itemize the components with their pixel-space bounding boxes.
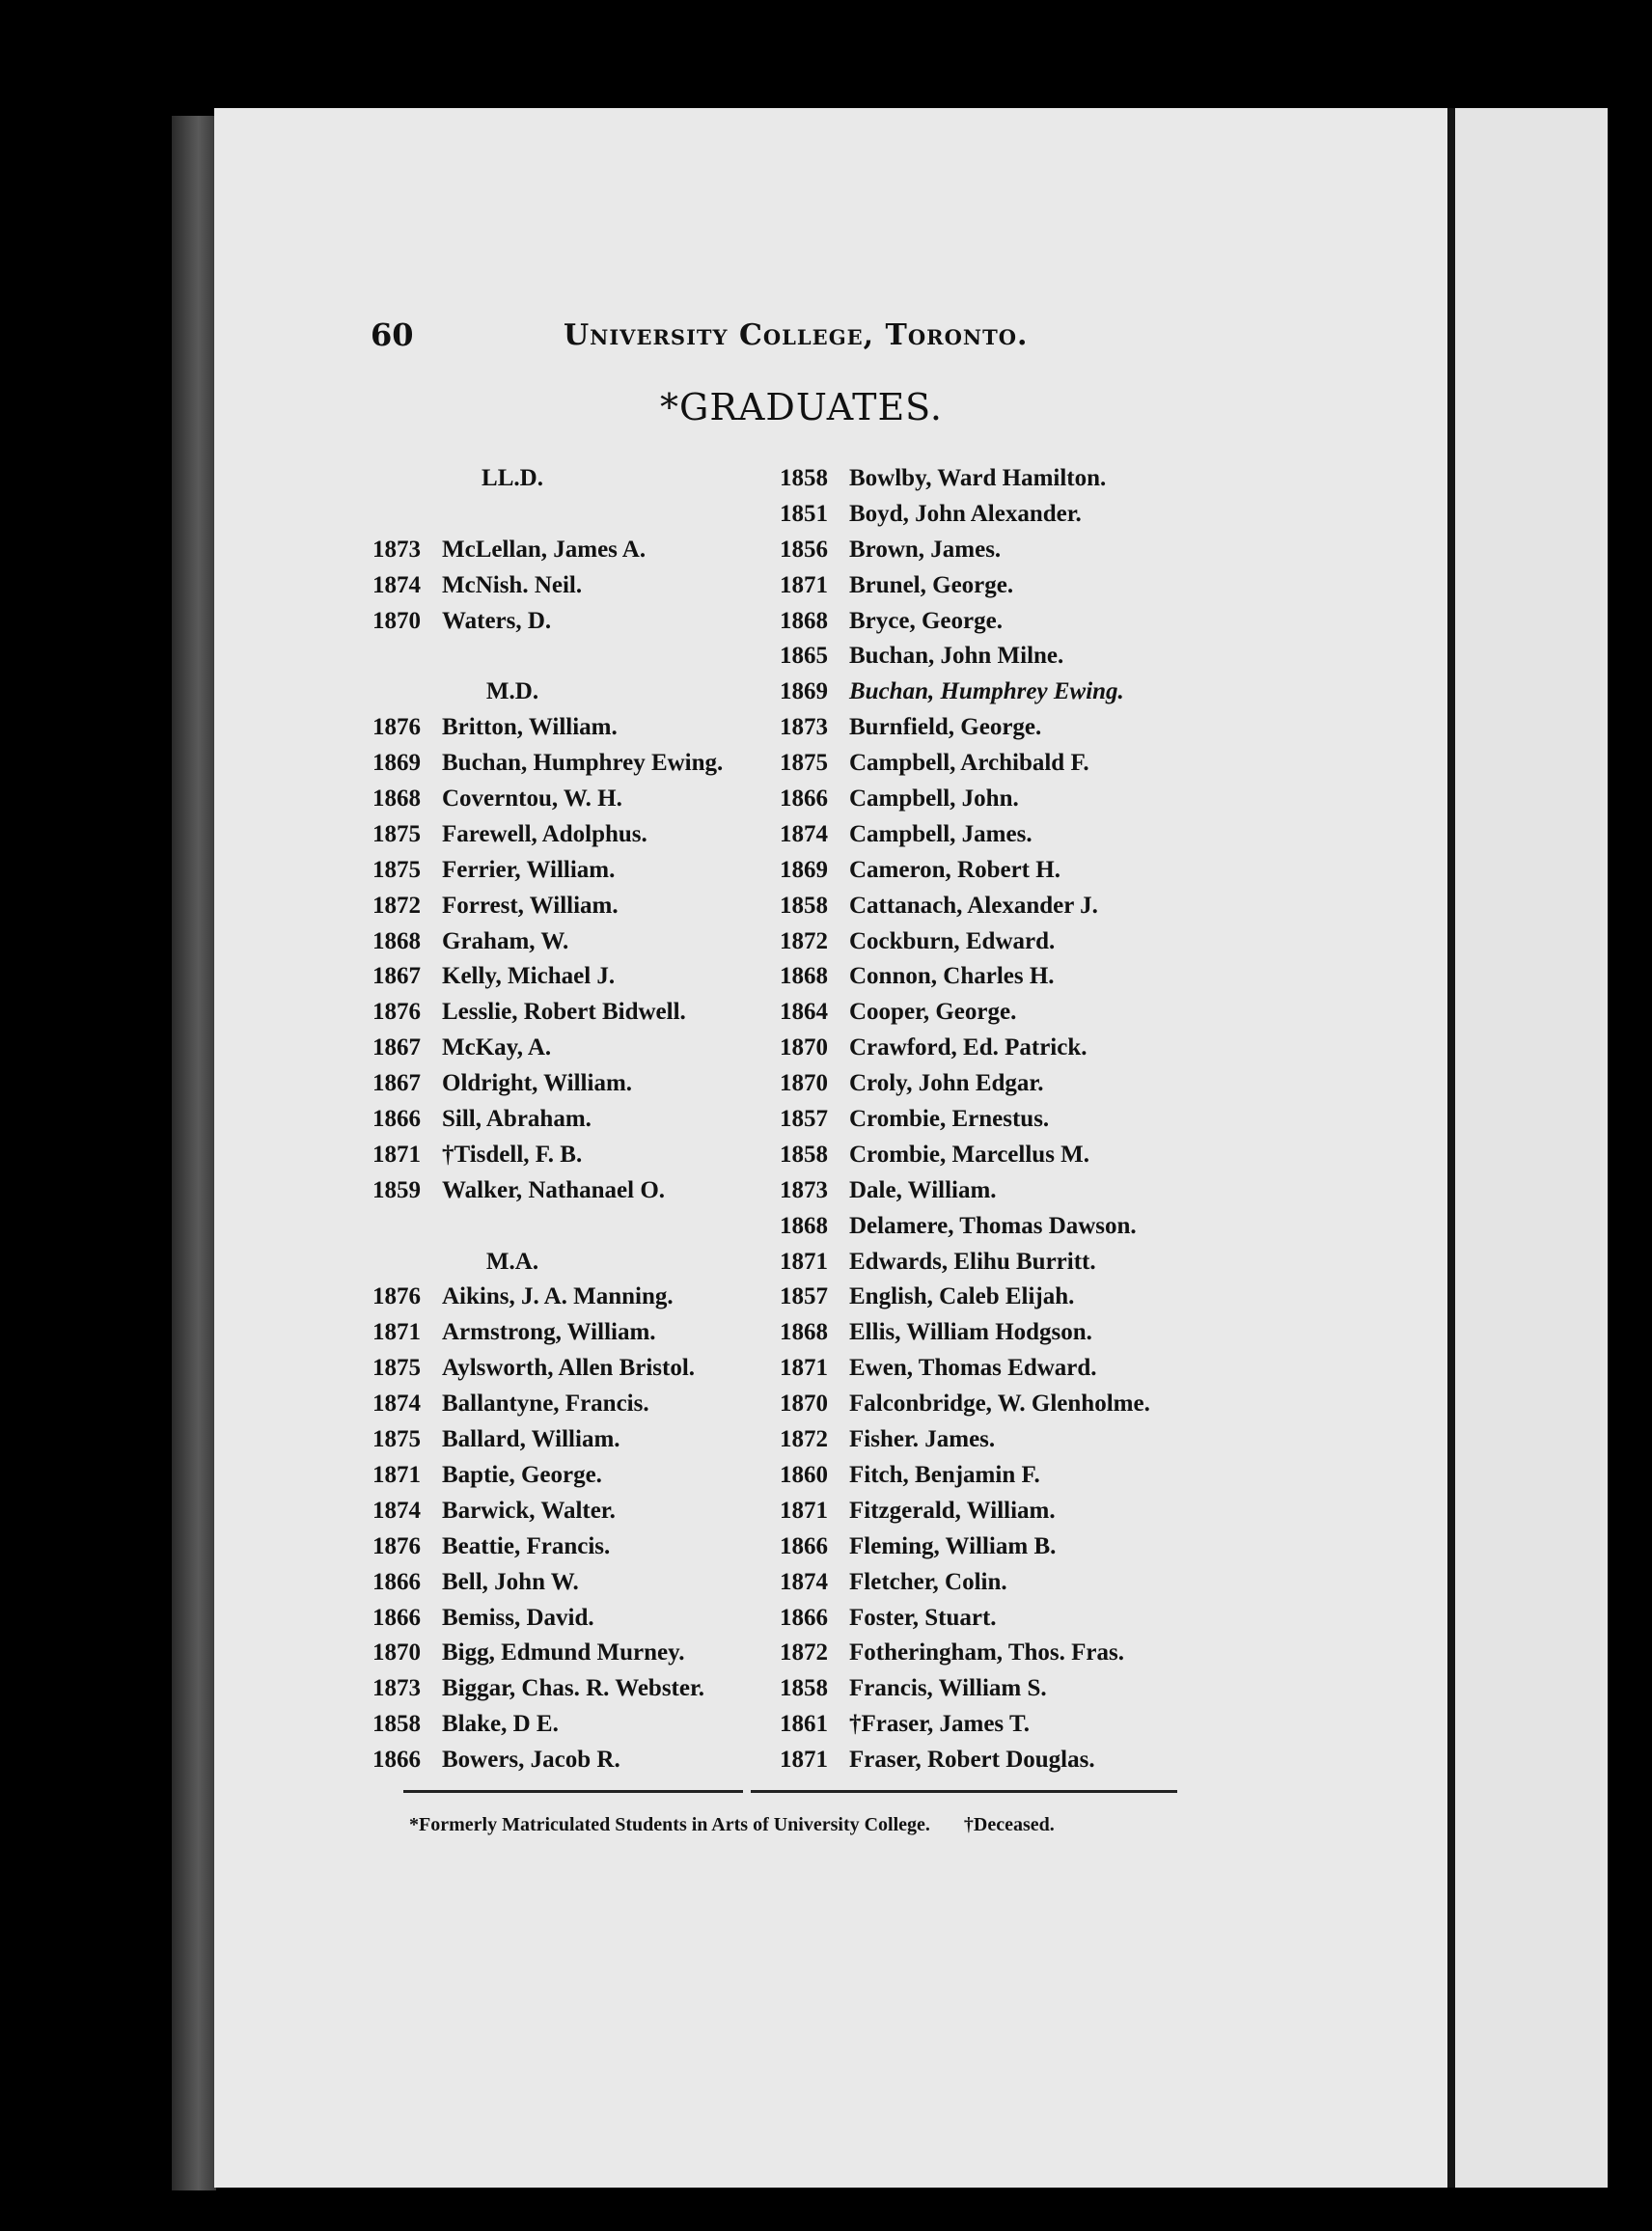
graduate-entry	[372, 1102, 778, 1138]
graduate-entry	[372, 1280, 778, 1315]
graduate-year: 1872	[780, 1426, 828, 1453]
graduate-entry	[780, 1280, 1233, 1315]
graduate-entry	[372, 1494, 778, 1529]
graduate-year: 1870	[780, 1391, 828, 1418]
graduate-name: Croly, John Edgar.	[849, 1070, 1044, 1097]
graduate-name: Ballantyne, Francis.	[442, 1391, 649, 1418]
graduate-year: 1876	[372, 714, 421, 741]
graduate-name: Fraser, Robert Douglas.	[849, 1747, 1095, 1774]
graduate-name: †Tisdell, F. B.	[442, 1141, 583, 1168]
section-heading: M.A.	[485, 1248, 539, 1275]
graduate-year: 1864	[780, 999, 828, 1026]
graduate-name: Fitch, Benjamin F.	[849, 1461, 1040, 1488]
graduate-entry	[780, 1031, 1233, 1066]
graduate-year: 1867	[372, 963, 421, 990]
graduate-year: 1875	[780, 750, 828, 777]
graduate-name: Falconbridge, W. Glenholme.	[849, 1391, 1150, 1418]
graduate-name: Crawford, Ed. Patrick.	[849, 1034, 1088, 1061]
graduate-year: 1868	[780, 607, 828, 634]
graduate-name: Beattie, Francis.	[442, 1532, 611, 1559]
graduate-year: 1874	[780, 820, 828, 847]
graduate-name: Blake, D E.	[442, 1711, 559, 1738]
graduate-name: Armstrong, William.	[442, 1319, 656, 1346]
graduate-year: 1876	[372, 1283, 421, 1310]
graduate-year: 1871	[780, 1747, 828, 1774]
graduate-name: Graham, W.	[442, 927, 569, 954]
graduate-entry	[780, 995, 1233, 1031]
graduate-entry	[372, 1458, 778, 1494]
graduate-entry	[780, 959, 1233, 995]
graduate-entry	[372, 533, 778, 568]
graduate-name: Kelly, Michael J.	[442, 963, 616, 990]
graduate-name: Francis, William S.	[849, 1675, 1047, 1702]
graduate-entry	[372, 924, 778, 960]
graduate-name: Buchan, Humphrey Ewing.	[442, 750, 724, 777]
graduate-year: 1856	[780, 536, 828, 563]
graduate-entry	[372, 995, 778, 1031]
graduate-name: Sill, Abraham.	[442, 1106, 592, 1133]
graduate-entry	[372, 710, 778, 746]
section-title: *GRADUATES.	[660, 386, 943, 428]
graduate-entry	[780, 853, 1233, 889]
graduate-name: Bowers, Jacob R.	[442, 1747, 620, 1774]
graduate-name: Barwick, Walter.	[442, 1497, 616, 1524]
graduate-entry	[372, 1422, 778, 1458]
graduate-name: Cooper, George.	[849, 999, 1017, 1026]
graduate-entry	[780, 1636, 1233, 1671]
graduate-entry	[780, 1422, 1233, 1458]
graduate-year: 1869	[780, 856, 828, 883]
running-head: University College, Toronto.	[564, 318, 1029, 352]
graduate-year: 1861	[780, 1711, 828, 1738]
graduate-name: Bell, John W.	[442, 1568, 579, 1595]
graduate-year: 1870	[780, 1034, 828, 1061]
left-column-list	[372, 461, 778, 1778]
graduate-name: Ballard, William.	[442, 1426, 620, 1453]
graduate-entry	[780, 817, 1233, 853]
graduate-year: 1873	[372, 536, 421, 563]
right-column-list	[780, 461, 1233, 1778]
graduate-entry	[372, 1138, 778, 1173]
graduate-year: 1857	[780, 1283, 828, 1310]
graduate-year: 1871	[780, 571, 828, 598]
graduate-name: Dale, William.	[849, 1176, 997, 1203]
graduate-entry	[780, 533, 1233, 568]
graduate-year: 1870	[372, 607, 421, 634]
graduate-year: 1869	[780, 678, 828, 705]
graduate-year: 1866	[780, 785, 828, 813]
graduate-name: Crombie, Ernestus.	[849, 1106, 1050, 1133]
graduate-entry	[780, 1565, 1233, 1601]
graduate-entry	[372, 889, 778, 924]
footnote-rule-right	[751, 1790, 1177, 1793]
graduate-year: 1874	[372, 1391, 421, 1418]
graduate-entry	[372, 1601, 778, 1637]
graduate-entry	[372, 1066, 778, 1102]
graduate-year: 1868	[780, 1319, 828, 1346]
graduate-year: 1858	[780, 1141, 828, 1168]
graduate-name: Fisher. James.	[849, 1426, 996, 1453]
graduate-name: Walker, Nathanael O.	[442, 1176, 666, 1203]
graduate-name: Bryce, George.	[849, 607, 1003, 634]
graduate-year: 1876	[372, 999, 421, 1026]
graduate-year: 1873	[780, 714, 828, 741]
graduate-year: 1858	[372, 1711, 421, 1738]
graduate-year: 1871	[372, 1141, 421, 1168]
graduate-name: Campbell, John.	[849, 785, 1019, 813]
book-spine-shadow	[172, 116, 216, 2190]
adjacent-page-edge	[1455, 108, 1608, 2188]
graduate-year: 1858	[780, 1675, 828, 1702]
graduate-year: 1869	[372, 750, 421, 777]
graduate-entry	[780, 1529, 1233, 1565]
graduate-entry	[372, 959, 778, 995]
section-heading: LL.D.	[482, 465, 543, 491]
graduate-entry	[372, 1315, 778, 1351]
graduate-entry	[372, 1565, 778, 1601]
graduate-year: 1872	[780, 927, 828, 954]
graduate-entry	[372, 1387, 778, 1422]
graduate-year: 1866	[372, 1106, 421, 1133]
graduate-name: Fletcher, Colin.	[849, 1568, 1007, 1595]
graduate-entry	[372, 853, 778, 889]
graduate-name: Forrest, William.	[442, 892, 619, 919]
graduate-name: Bemiss, David.	[442, 1604, 594, 1631]
graduate-year: 1871	[780, 1497, 828, 1524]
graduate-name: Aylsworth, Allen Bristol.	[442, 1355, 696, 1382]
graduate-entry	[372, 782, 778, 817]
graduate-name: Cockburn, Edward.	[849, 927, 1056, 954]
graduate-name: Fotheringham, Thos. Fras.	[849, 1639, 1124, 1666]
graduate-name: Edwards, Elihu Burritt.	[849, 1248, 1096, 1275]
graduate-entry	[780, 1173, 1233, 1209]
graduate-entry	[780, 604, 1233, 640]
graduate-entry	[780, 1458, 1233, 1494]
graduate-year: 1876	[372, 1532, 421, 1559]
graduate-year: 1866	[372, 1604, 421, 1631]
graduate-year: 1858	[780, 465, 828, 491]
graduate-name: McLellan, James A.	[442, 536, 647, 563]
graduate-year: 1873	[780, 1176, 828, 1203]
graduate-name: Britton, William.	[442, 714, 618, 741]
graduate-name: Coverntou, W. H.	[442, 785, 622, 813]
graduate-name: Buchan, John Milne.	[849, 643, 1064, 670]
graduate-name: Fleming, William B.	[849, 1532, 1057, 1559]
blank-line	[372, 497, 778, 533]
graduate-name: Campbell, James.	[849, 820, 1032, 847]
graduate-year: 1868	[780, 1212, 828, 1239]
graduate-entry	[372, 1173, 778, 1209]
graduate-entry	[780, 1209, 1233, 1245]
graduate-year: 1851	[780, 500, 828, 527]
graduate-entry	[780, 461, 1233, 497]
graduate-name: Ellis, William Hodgson.	[849, 1319, 1092, 1346]
graduate-entry	[372, 1031, 778, 1066]
graduate-name: Cattanach, Alexander J.	[849, 892, 1098, 919]
graduate-name: Foster, Stuart.	[849, 1604, 997, 1631]
graduate-entry	[780, 1066, 1233, 1102]
graduate-entry	[780, 1494, 1233, 1529]
graduate-name: Ferrier, William.	[442, 856, 616, 883]
page-number: 60	[371, 317, 414, 353]
graduate-name: Crombie, Marcellus M.	[849, 1141, 1090, 1168]
graduate-entry	[372, 1351, 778, 1387]
footnote-rule-left	[403, 1790, 743, 1793]
graduate-name: Cameron, Robert H.	[849, 856, 1060, 883]
graduate-year: 1870	[372, 1639, 421, 1666]
graduate-name: Aikins, J. A. Manning.	[442, 1283, 674, 1310]
graduate-year: 1871	[780, 1355, 828, 1382]
graduate-year: 1868	[372, 785, 421, 813]
graduate-entry	[780, 1743, 1233, 1778]
graduate-year: 1867	[372, 1070, 421, 1097]
graduate-year: 1866	[372, 1747, 421, 1774]
graduate-entry	[780, 1387, 1233, 1422]
graduate-name: †Fraser, James T.	[849, 1711, 1031, 1738]
graduate-name: Bigg, Edmund Murney.	[442, 1639, 685, 1666]
graduate-name: English, Caleb Elijah.	[849, 1283, 1075, 1310]
section-heading: M.D.	[485, 678, 539, 705]
graduate-year: 1865	[780, 643, 828, 670]
graduate-entry	[372, 1707, 778, 1743]
graduate-name: Connon, Charles H.	[849, 963, 1055, 990]
graduate-entry	[372, 1743, 778, 1778]
graduate-entry	[780, 710, 1233, 746]
graduate-year: 1866	[780, 1604, 828, 1631]
graduate-entry	[780, 1138, 1233, 1173]
graduate-name: Lesslie, Robert Bidwell.	[442, 999, 686, 1026]
graduate-name: Brunel, George.	[849, 571, 1014, 598]
graduate-entry	[780, 639, 1233, 675]
graduate-year: 1866	[780, 1532, 828, 1559]
graduate-name: Campbell, Archibald F.	[849, 750, 1089, 777]
graduate-entry	[780, 1707, 1233, 1743]
graduate-year: 1875	[372, 1426, 421, 1453]
graduate-year: 1870	[780, 1070, 828, 1097]
graduate-name: McNish. Neil.	[442, 571, 583, 598]
graduate-year: 1871	[780, 1248, 828, 1275]
graduate-year: 1868	[372, 927, 421, 954]
blank-line	[372, 639, 778, 675]
graduate-year: 1872	[780, 1639, 828, 1666]
graduate-entry	[372, 568, 778, 604]
graduate-entry	[372, 604, 778, 640]
graduate-year: 1859	[372, 1176, 421, 1203]
graduate-entry	[780, 1245, 1233, 1281]
graduate-year: 1875	[372, 856, 421, 883]
graduate-name: Burnfield, George.	[849, 714, 1042, 741]
graduate-year: 1857	[780, 1106, 828, 1133]
graduate-name: Oldright, William.	[442, 1070, 633, 1097]
graduate-name: Farewell, Adolphus.	[442, 820, 647, 847]
graduate-entry	[780, 1671, 1233, 1707]
graduate-name: Delamere, Thomas Dawson.	[849, 1212, 1137, 1239]
graduate-name: Bowlby, Ward Hamilton.	[849, 465, 1107, 491]
footnote-deceased: †Deceased.	[963, 1814, 1055, 1835]
graduate-name: Fitzgerald, William.	[849, 1497, 1056, 1524]
graduate-year: 1875	[372, 1355, 421, 1382]
graduate-name: Baptie, George.	[442, 1461, 602, 1488]
graduate-year: 1866	[372, 1568, 421, 1595]
graduate-entry	[780, 1102, 1233, 1138]
graduate-name: Buchan, Humphrey Ewing.	[849, 678, 1124, 705]
graduate-name: Brown, James.	[849, 536, 1002, 563]
graduate-entry	[780, 675, 1233, 710]
graduate-entry	[372, 746, 778, 782]
graduate-year: 1872	[372, 892, 421, 919]
graduate-entry	[372, 1671, 778, 1707]
graduate-entry	[372, 1636, 778, 1671]
blank-line	[372, 1209, 778, 1245]
graduate-entry	[780, 1601, 1233, 1637]
graduate-name: Boyd, John Alexander.	[849, 500, 1082, 527]
graduate-year: 1858	[780, 892, 828, 919]
footnote-formerly: *Formerly Matriculated Students in Arts of University College.	[409, 1814, 930, 1835]
footnote	[409, 1814, 1055, 1836]
graduate-entry	[780, 889, 1233, 924]
graduate-year: 1860	[780, 1461, 828, 1488]
page-gutter	[1447, 108, 1455, 2188]
graduate-entry	[780, 782, 1233, 817]
graduate-name: Biggar, Chas. R. Webster.	[442, 1675, 705, 1702]
graduate-entry	[780, 568, 1233, 604]
graduate-year: 1874	[372, 1497, 421, 1524]
graduate-year: 1871	[372, 1319, 421, 1346]
graduate-year: 1867	[372, 1034, 421, 1061]
graduate-entry	[780, 924, 1233, 960]
graduate-entry	[780, 497, 1233, 533]
graduate-year: 1868	[780, 963, 828, 990]
graduate-name: McKay, A.	[442, 1034, 552, 1061]
graduate-entry	[372, 1529, 778, 1565]
graduate-entry	[780, 1351, 1233, 1387]
graduate-year: 1873	[372, 1675, 421, 1702]
graduate-year: 1871	[372, 1461, 421, 1488]
graduate-entry	[372, 817, 778, 853]
graduate-year: 1875	[372, 820, 421, 847]
graduate-year: 1874	[372, 571, 421, 598]
graduate-entry	[780, 746, 1233, 782]
graduate-name: Ewen, Thomas Edward.	[849, 1355, 1097, 1382]
graduate-year: 1874	[780, 1568, 828, 1595]
graduate-name: Waters, D.	[442, 607, 552, 634]
graduate-entry	[780, 1315, 1233, 1351]
